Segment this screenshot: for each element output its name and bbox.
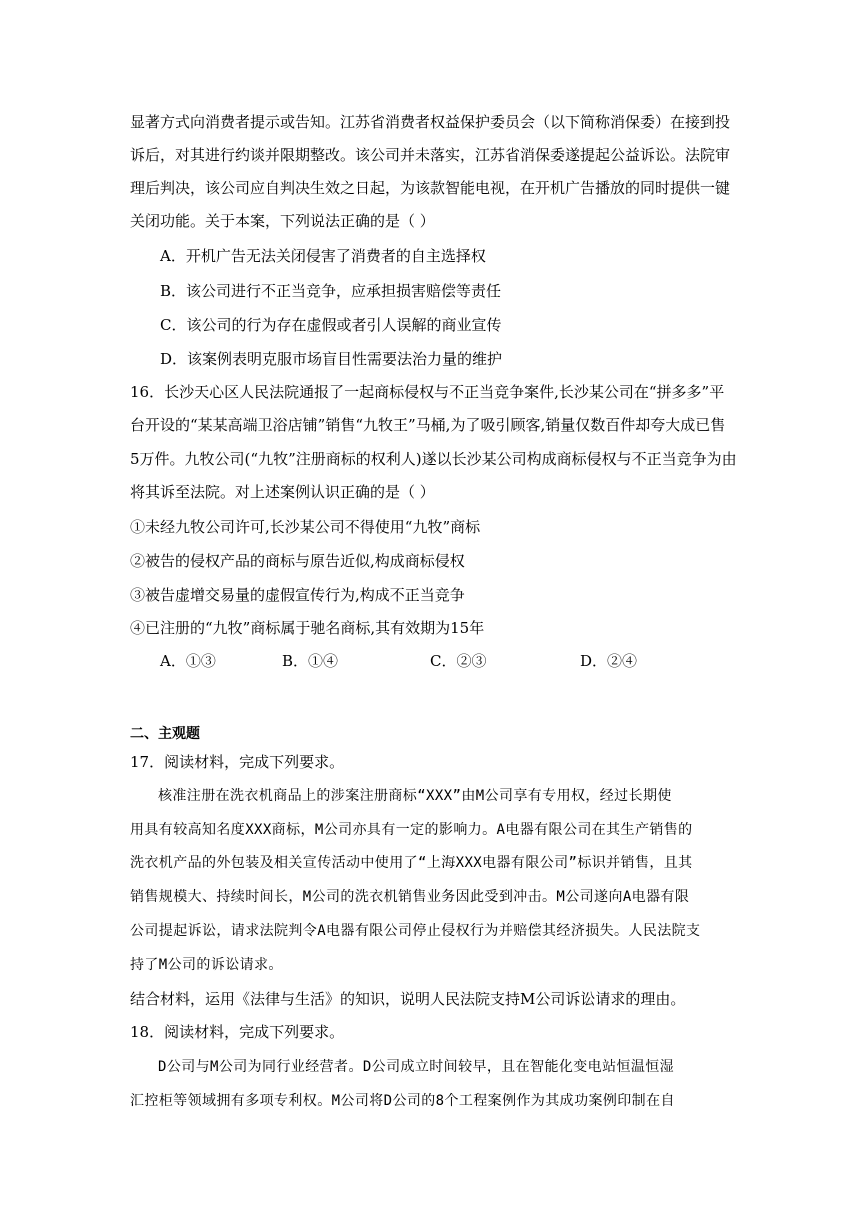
q17-material-line-3: 洗衣机产品的外包装及相关宣传活动中使用了“上海XXX电器有限公司”标识并销售，且其 bbox=[130, 855, 693, 871]
q16-option-c: C．②③ bbox=[430, 652, 487, 670]
q17-material-line-2: 用具有较高知名度XXX商标，M公司亦具有一定的影响力。A电器有限公司在其生产销售的 bbox=[130, 822, 693, 838]
q15-option-d: D．该案例表明克服市场盲目性需要法治力量的维护 bbox=[160, 350, 503, 368]
q17-material-line-5: 公司提起诉讼，请求法院判令A电器有限公司停止侵权行为并赔偿其经济损失。人民法院支 bbox=[130, 923, 701, 939]
q16-option-d: D．②④ bbox=[580, 652, 638, 670]
q16-stem-line-4: 将其诉至法院。对上述案例认识正确的是（ ） bbox=[130, 483, 435, 501]
q16-statement-2: ②被告的侵权产品的商标与原告近似,构成商标侵权 bbox=[130, 552, 465, 570]
q16-statement-4: ④已注册的“九牧”商标属于驰名商标,其有效期为15年 bbox=[130, 619, 485, 637]
q17-question: 结合材料，运用《法律与生活》的知识，说明人民法院支持M公司诉讼请求的理由。 bbox=[130, 990, 686, 1008]
q16-option-a: A．①③ bbox=[160, 652, 216, 670]
q17-material-line-1: 核准注册在洗衣机商品上的涉案注册商标“XXX”由M公司享有专用权，经过长期使 bbox=[158, 788, 672, 804]
q18-prompt: 18．阅读材料，完成下列要求。 bbox=[130, 1023, 345, 1041]
q16-option-b: B．①④ bbox=[282, 652, 339, 670]
q16-stem-line-1: 16．长沙天心区人民法院通报了一起商标侵权与不正当竞争案件,长沙某公司在“拼多多”平 bbox=[130, 383, 725, 401]
q15-stem-line-4: 关闭功能。关于本案，下列说法正确的是（ ） bbox=[130, 212, 435, 230]
q15-stem-line-3: 理后判决，该公司应自判决生效之日起，为该款智能电视，在开机广告播放的同时提供一键 bbox=[130, 179, 731, 197]
q16-stem-line-2: 台开设的“某某高端卫浴店铺”销售“九牧王”马桶,为了吸引顾客,销量仅数百件却夸大成已售 bbox=[130, 416, 726, 434]
q18-material-line-1: D公司与M公司为同行业经营者。D公司成立时间较早，且在智能化变电站恒温恒湿 bbox=[158, 1059, 675, 1075]
q16-statement-3: ③被告虚增交易量的虚假宣传行为,构成不正当竞争 bbox=[130, 586, 465, 604]
q15-option-a: A．开机广告无法关闭侵害了消费者的自主选择权 bbox=[160, 247, 486, 265]
q16-statement-1: ①未经九牧公司许可,长沙某公司不得使用“九牧”商标 bbox=[130, 518, 481, 536]
q18-material-line-2: 汇控柜等领域拥有多项专利权。M公司将D公司的8个工程案例作为其成功案例印制在自 bbox=[130, 1093, 675, 1109]
section-2-title: 二、主观题 bbox=[130, 726, 200, 742]
q15-option-b: B．该公司进行不正当竞争，应承担损害赔偿等责任 bbox=[160, 282, 502, 300]
q17-material-line-6: 持了M公司的诉讼请求。 bbox=[130, 957, 283, 973]
q16-stem-line-3: 5万件。九牧公司(“九牧”注册商标的权利人)遂以长沙某公司构成商标侵权与不正当竞争为由 bbox=[130, 450, 737, 468]
q15-stem-line-2: 诉后，对其进行约谈并限期整改。该公司并未落实，江苏省消保委遂提起公益诉讼。法院审 bbox=[130, 146, 731, 164]
q15-stem-line-1: 显著方式向消费者提示或告知。江苏省消费者权益保护委员会（以下简称消保委）在接到投 bbox=[130, 113, 731, 131]
q17-material-line-4: 销售规模大、持续时间长，M公司的洗衣机销售业务因此受到冲击。M公司遂向A电器有限 bbox=[130, 889, 690, 905]
q17-prompt: 17．阅读材料，完成下列要求。 bbox=[130, 753, 345, 771]
q15-option-c: C．该公司的行为存在虚假或者引人误解的商业宣传 bbox=[160, 316, 502, 334]
